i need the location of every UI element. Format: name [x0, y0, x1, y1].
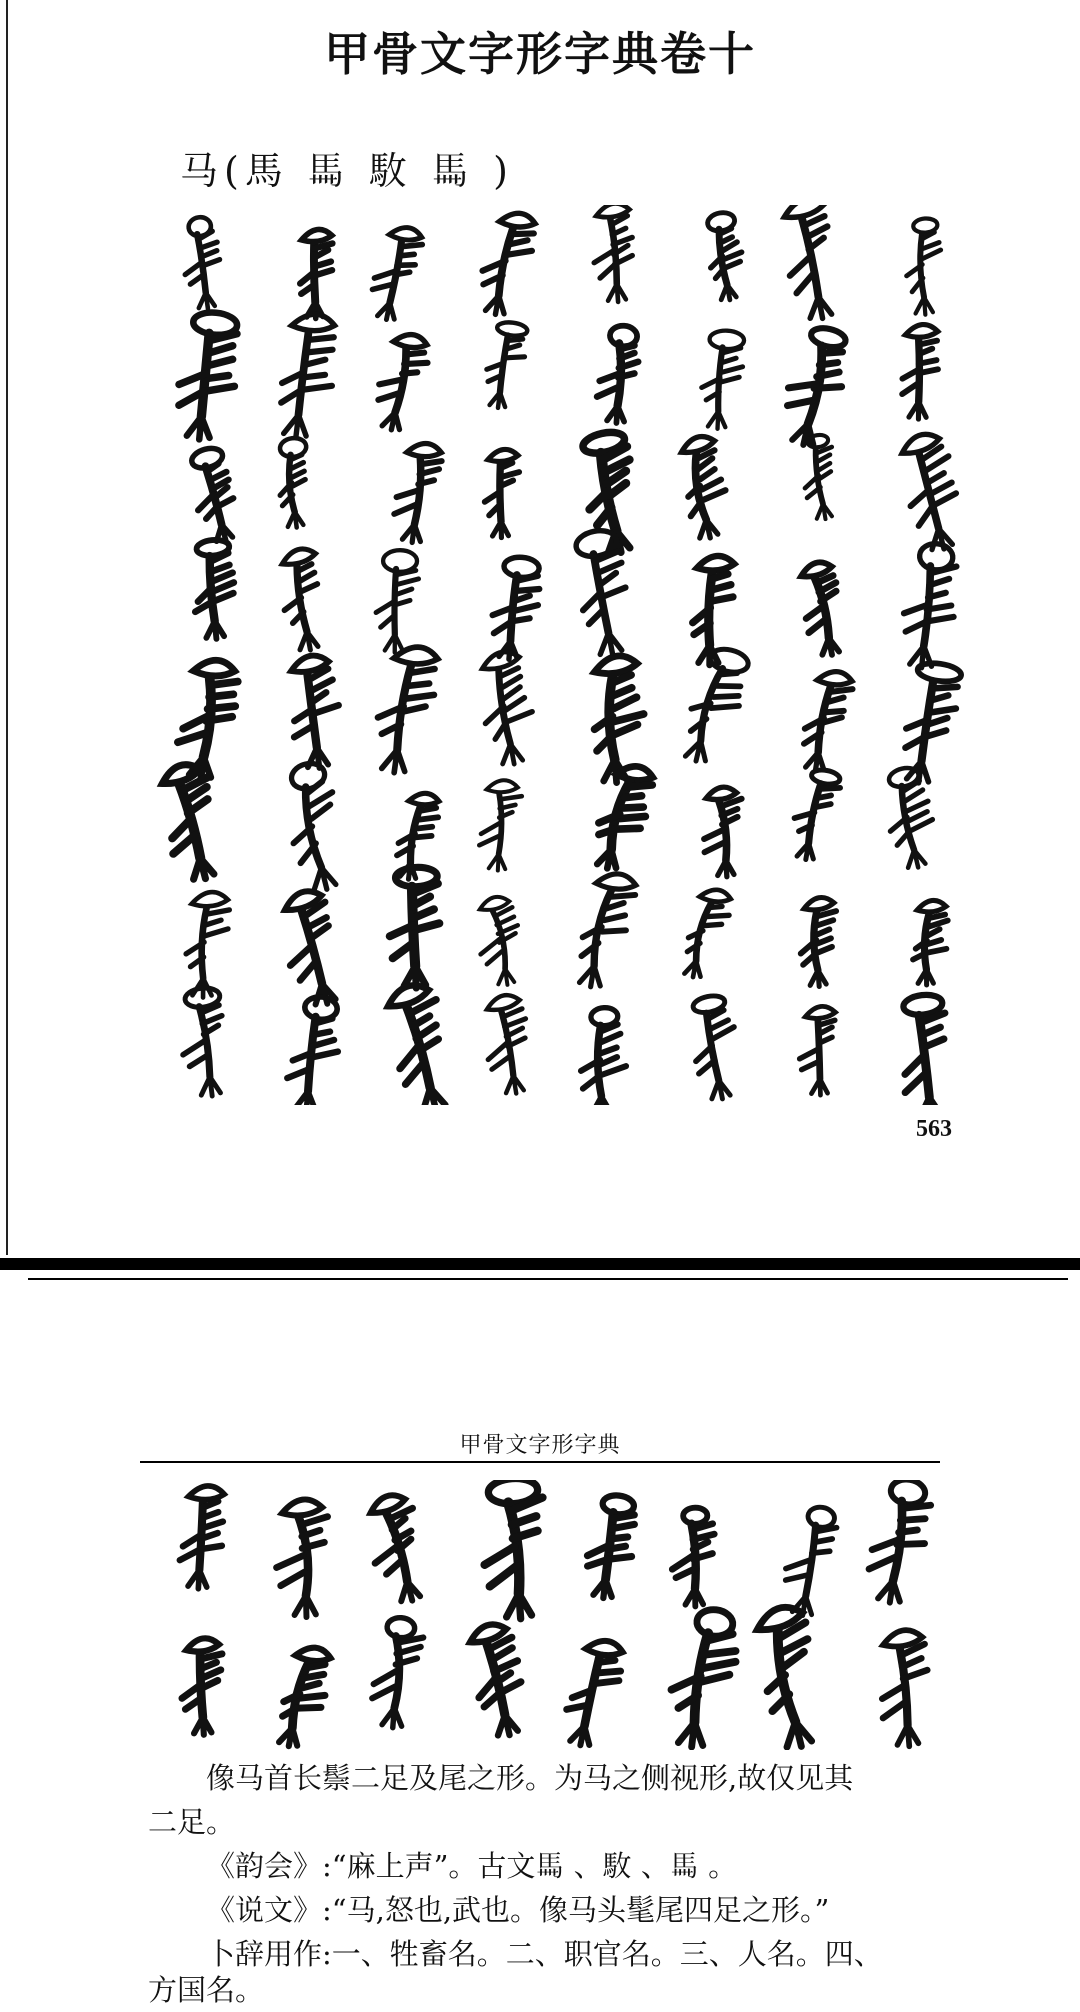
horse-glyph — [779, 1503, 839, 1618]
horse-glyph — [575, 870, 638, 992]
horse-glyph — [276, 311, 340, 441]
horse-glyph — [701, 210, 749, 302]
horse-glyph — [590, 205, 637, 303]
horse-glyph — [367, 223, 425, 324]
horse-glyph — [387, 866, 443, 989]
horse-glyph — [274, 547, 333, 654]
horse-glyph — [749, 1603, 834, 1750]
horse-glyph — [877, 764, 942, 871]
horse-glyph — [489, 555, 542, 661]
page-title: 甲骨文字形字典卷十 — [324, 27, 756, 81]
horse-glyph — [675, 434, 735, 541]
horse-glyph — [681, 886, 733, 982]
horse-glyph — [894, 993, 957, 1105]
horse-glyph — [174, 310, 241, 442]
horse-glyph — [284, 653, 346, 771]
horse-glyph — [273, 437, 316, 529]
horse-glyph — [777, 323, 853, 450]
oracle-bone-glyph-grid — [150, 205, 970, 1105]
horse-glyph — [359, 1491, 435, 1608]
horse-glyph — [391, 441, 444, 545]
horse-glyph — [475, 209, 538, 319]
horse-glyph — [175, 986, 231, 1099]
horse-glyph — [370, 330, 432, 434]
horse-glyph — [574, 429, 649, 557]
horse-glyph — [671, 1507, 716, 1607]
divination-usage-line-2: 方国名。 — [148, 1973, 265, 2007]
horse-glyph — [299, 229, 335, 319]
horse-glyph — [590, 761, 655, 874]
horse-glyph — [796, 560, 849, 658]
horse-glyph — [798, 1006, 838, 1096]
oracle-bone-glyph-grid-2 — [150, 1480, 950, 1750]
page-edge-rule — [6, 0, 8, 1255]
horse-glyph — [902, 218, 945, 316]
horse-glyph — [189, 538, 240, 640]
horse-glyph — [788, 766, 843, 863]
horse-glyph — [776, 205, 845, 323]
horse-glyph — [376, 550, 419, 653]
horse-glyph — [479, 1480, 551, 1621]
horse-glyph — [275, 1499, 330, 1618]
horse-glyph — [463, 1620, 533, 1740]
horse-glyph — [179, 1637, 227, 1735]
horse-glyph — [276, 759, 355, 894]
horse-glyph — [577, 1007, 628, 1105]
horse-glyph — [371, 643, 440, 777]
page-number: 563 — [916, 1116, 952, 1142]
horse-glyph — [865, 1480, 934, 1606]
divination-usage-line-1: 卜辞用作:一、牲畜名。二、职官名。三、人名。四、 — [206, 1937, 883, 1971]
yunhui-citation: 《韵会》:“麻上声”。古文𩡧 、駇 、𩡧 。 — [206, 1849, 738, 1883]
horse-glyph — [665, 1606, 741, 1750]
horse-glyph — [478, 779, 522, 871]
horse-glyph — [478, 993, 537, 1098]
page-divider-thick — [0, 1258, 1080, 1270]
horse-glyph — [370, 1616, 425, 1730]
horse-glyph — [186, 892, 230, 998]
horse-glyph — [799, 668, 855, 774]
horse-glyph — [701, 786, 747, 878]
horse-glyph — [178, 215, 226, 311]
horse-glyph — [902, 324, 939, 419]
horse-glyph — [484, 449, 521, 538]
horse-glyph — [152, 760, 231, 885]
horse-glyph — [380, 980, 464, 1105]
horse-glyph — [560, 1636, 627, 1750]
horse-glyph — [482, 320, 528, 410]
explanation-line-2: 二足。 — [148, 1805, 236, 1839]
horse-glyph — [473, 649, 541, 768]
horse-glyph — [273, 887, 351, 1010]
horse-glyph — [684, 993, 747, 1103]
horse-glyph — [183, 445, 244, 545]
horse-glyph — [595, 324, 640, 424]
horse-glyph — [583, 1493, 639, 1601]
horse-glyph — [284, 995, 342, 1105]
horse-glyph — [796, 896, 842, 987]
horse-glyph — [473, 894, 526, 988]
running-head-rule — [140, 1461, 940, 1463]
horse-glyph — [276, 1644, 334, 1750]
horse-glyph — [899, 541, 961, 670]
entry-heading: 马(馬 𩡧 駇 𩡧 ) — [180, 149, 514, 193]
horse-glyph — [876, 1629, 933, 1749]
horse-glyph — [700, 330, 745, 430]
horse-glyph — [178, 1485, 225, 1590]
shuowen-citation: 《说文》:“马,怒也,武也。像马头髦尾四足之形。” — [206, 1893, 830, 1927]
running-head: 甲骨文字形字典 — [459, 1433, 621, 1458]
horse-glyph — [894, 430, 970, 555]
horse-glyph — [912, 900, 948, 985]
explanation-line-1: 像马首长鬃二足及尾之形。为马之侧视形,故仅见其 — [206, 1761, 854, 1795]
